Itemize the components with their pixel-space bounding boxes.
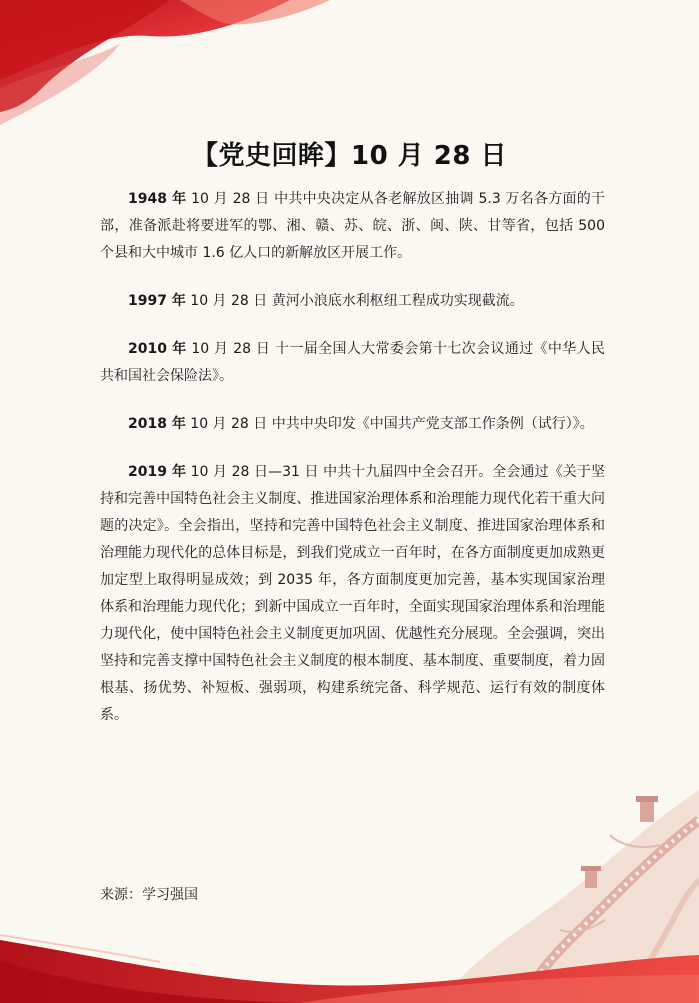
entry-1997 xyxy=(100,288,605,315)
entry-text: 10 月 28 日 中共中央决定从各老解放区抽调 5.3 万名各方面的干部，准备派赴将要进军的鄂、湘、赣、苏、皖、浙、闽、陕、甘等省，包括 500 个县和大中城市 1.6 亿人口的新解放区开展工作。 xyxy=(100,191,606,261)
entry-text: 10 月 28 日 黄河小浪底水利枢纽工程成功实现截流。 xyxy=(185,293,524,309)
source-credit: 来源：学习强国 xyxy=(100,887,198,903)
entry-2019 xyxy=(100,459,605,729)
entry-text: 10 月 28 日 中共中央印发《中国共产党支部工作条例（试行）》。 xyxy=(185,416,594,432)
ribbon-top-left xyxy=(0,0,330,125)
history-entries xyxy=(100,186,605,750)
entry-year: 2018 年 xyxy=(128,416,186,432)
entry-year: 1948 年 xyxy=(128,191,187,207)
entry-text: 10 月 28 日—31 日 中共十九届四中全会召开。全会通过《关于坚持和完善中国特色社会主义制度、推进国家治理体系和治理能力现代化若干重大问题的决定》。全会指出，坚持和完善中国特色社会主义制度、推进国家治理体系和治理能力现代化的总体目标是，到我们党成立一百年时，在各方面制度更加成熟更加定型上取得明显成效；到 2035 年，各方面制度更加完善，基本实现国家治理体系和治理能力现代化；到新中国成立一百年时，全面实现国家治理体系和治理能力现代化，使中国特色社会主义制度更加巩固、优越性充分展现。全会强调，突出坚持和完善支撑中国特色社会主义制度的根本制度、基本制度、重要制度，着力固根基、扬优势、补短板、强弱项，构建系统完备、科学规范、运行有效的制度体系。 xyxy=(100,464,605,723)
ribbon-bottom xyxy=(0,935,699,1003)
great-wall-illustration xyxy=(440,790,699,1003)
entry-1948 xyxy=(100,186,605,267)
entry-2018 xyxy=(100,411,605,438)
entry-2010 xyxy=(100,336,605,390)
entry-text: 10 月 28 日 十一届全国人大常委会第十七次会议通过《中华人民共和国社会保险法》。 xyxy=(100,341,605,384)
entry-year: 2019 年 xyxy=(128,464,187,480)
page-title: 【党史回眸】10 月 28 日 xyxy=(191,141,508,172)
entry-year: 2010 年 xyxy=(128,341,187,357)
entry-year: 1997 年 xyxy=(128,293,186,309)
